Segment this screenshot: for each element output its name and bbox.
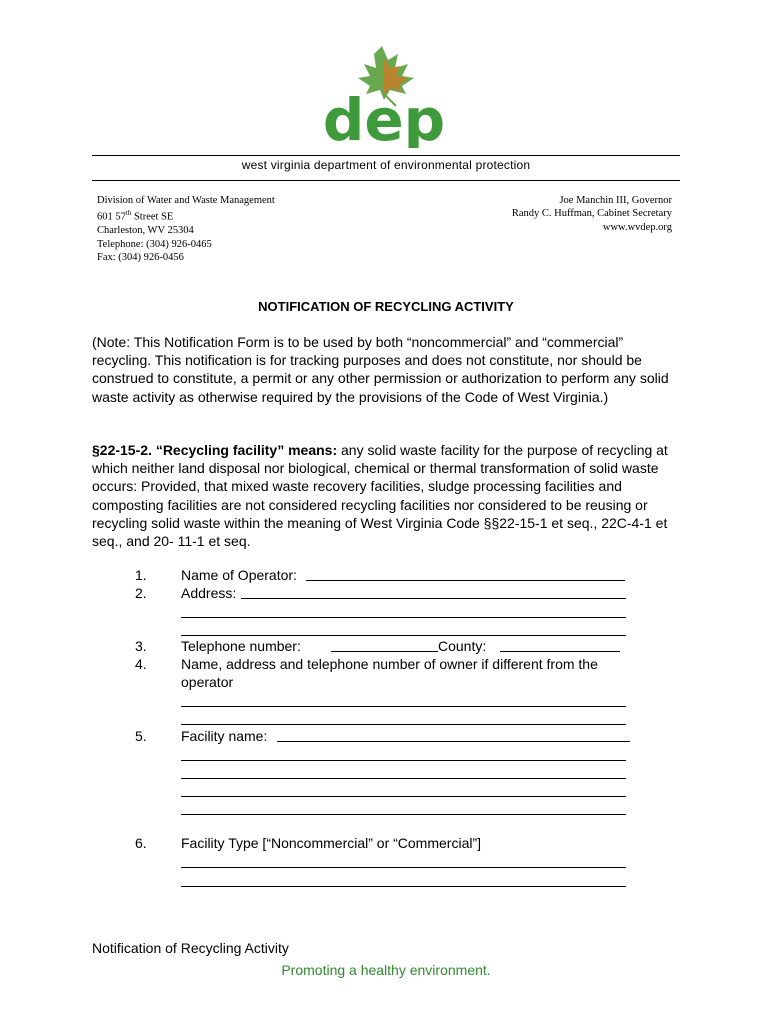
maple-leaf-icon <box>318 44 450 148</box>
definition-paragraph <box>92 441 682 550</box>
operator-name-field[interactable] <box>306 580 625 581</box>
facility-name-field-line-1[interactable] <box>277 741 630 742</box>
county-field[interactable] <box>500 651 620 652</box>
facility-name-field-line-2[interactable] <box>181 760 626 761</box>
svg-text:dep: dep <box>322 86 446 148</box>
facility-type-label: Facility Type [“Noncommercial” or “Commercial”] <box>181 835 482 851</box>
facility-type-field-line-2[interactable] <box>181 886 626 887</box>
header-rule-top <box>92 155 680 156</box>
telephone: Telephone: (304) 926-0465 <box>97 238 212 250</box>
address-label: Address: <box>181 585 237 601</box>
telephone-field[interactable] <box>331 651 438 652</box>
facility-name-field-line-5[interactable] <box>181 814 626 815</box>
item-number-5: 5. <box>135 728 147 744</box>
owner-info-label: Name, address and telephone number of owner if different from the <box>181 656 598 672</box>
website-link[interactable]: www.wvdep.org <box>602 221 672 233</box>
definition-text: any solid waste facility for the purpose of recycling at which neither land disposal nor biological, chemical or thermal transformation of solid waste occurs: Provided, that mixed waste recovery facilities, sludge processing facilities and composting facilities are not considered recycling facilities nor considered to be reusing or recycling solid waste within the meaning of West Virginia Code §§22-15-1 et seq., 22C-4-1 et seq., and 20- 11-1 et seq. <box>92 442 668 550</box>
agency-name: west virginia department of environmental protection <box>241 158 531 172</box>
form-title: NOTIFICATION OF RECYCLING ACTIVITY <box>258 299 514 314</box>
address-field-line-3[interactable] <box>181 635 626 636</box>
owner-info-field-line-1[interactable] <box>181 706 626 707</box>
county-label: County: <box>438 638 487 654</box>
item-number-6: 6. <box>135 835 147 851</box>
footer-form-name: Notification of Recycling Activity <box>92 940 289 956</box>
address-field-line-1[interactable] <box>241 598 626 599</box>
item-number-2: 2. <box>135 585 147 601</box>
division-name: Division of Water and Waste Management <box>97 195 275 206</box>
operator-name-label: Name of Operator: <box>181 567 297 583</box>
footer-slogan: Promoting a healthy environment. <box>281 962 491 978</box>
definition-term: §22-15-2. “Recycling facility” means: <box>92 442 338 458</box>
facility-name-field-line-4[interactable] <box>181 796 626 797</box>
cabinet-secretary: Randy C. Huffman, Cabinet Secretary <box>511 208 672 220</box>
header-rule-bottom <box>92 180 680 181</box>
telephone-label: Telephone number: <box>181 638 301 654</box>
owner-info-field-line-2[interactable] <box>181 724 626 725</box>
dep-logo <box>318 44 450 148</box>
officials-block <box>512 194 672 234</box>
facility-name-field-line-3[interactable] <box>181 778 626 779</box>
facility-type-field-line-1[interactable] <box>181 867 626 868</box>
address-field-line-2[interactable] <box>181 617 626 618</box>
owner-info-label-cont: operator <box>181 674 234 690</box>
division-address <box>97 194 275 265</box>
governor: Joe Manchin III, Governor <box>559 195 672 206</box>
item-number-3: 3. <box>135 638 147 654</box>
city-state-zip: Charleston, WV 25304 <box>97 225 194 237</box>
note-paragraph: (Note: This Notification Form is to be used by both “noncommercial” and “commercial” recycling. This notification is for tracking purposes and does not constitute, nor should be construed to constitute, a permit or any other permission or authorization to perform any solid waste activity as otherwise required by the provisions of the Code of West Virginia.) <box>92 334 669 405</box>
item-number-1: 1. <box>135 567 147 583</box>
fax: Fax: (304) 926-0456 <box>97 252 184 264</box>
facility-name-label: Facility name: <box>181 728 268 744</box>
item-number-4: 4. <box>135 656 147 672</box>
street-address: 601 57th Street SE <box>97 209 174 223</box>
